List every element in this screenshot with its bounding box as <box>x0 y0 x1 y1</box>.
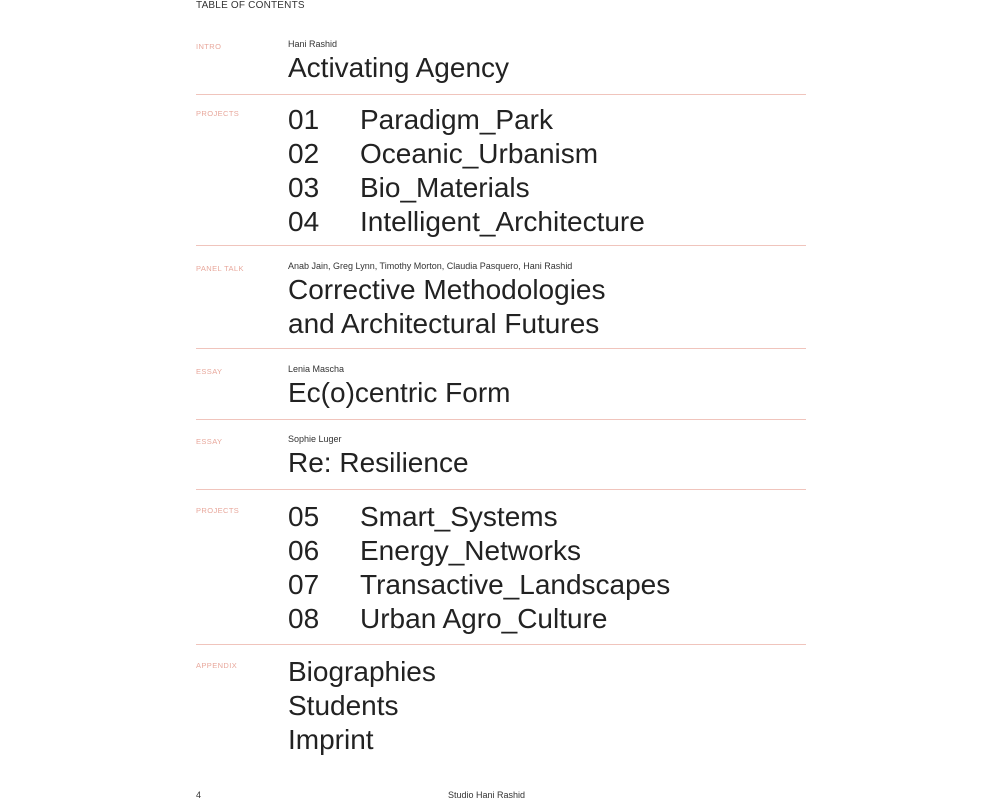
project-entry[interactable] <box>288 602 806 636</box>
project-name: Energy_Networks <box>360 535 581 566</box>
table-of-contents <box>196 38 806 757</box>
category-label: APPENDIX <box>196 661 238 670</box>
section-essay <box>196 349 806 420</box>
page-title: TABLE OF CONTENTS <box>196 0 305 11</box>
project-number: 03 <box>288 172 320 203</box>
project-entry[interactable] <box>288 137 806 171</box>
project-number: 01 <box>288 104 320 135</box>
project-name: Oceanic_Urbanism <box>360 138 599 169</box>
toc-entry-title[interactable]: and Architectural Futures <box>288 308 600 339</box>
author-line: Lenia Mascha <box>288 364 345 374</box>
project-number: 05 <box>288 501 320 532</box>
appendix-item[interactable]: Biographies <box>288 656 436 687</box>
project-number: 08 <box>288 603 320 634</box>
toc-entry-title[interactable]: Re: Resilience <box>288 447 469 478</box>
section-projects-1 <box>196 95 806 246</box>
author-line: Anab Jain, Greg Lynn, Timothy Morton, Claudia Pasquero, Hani Rashid <box>288 261 573 271</box>
project-name: Paradigm_Park <box>360 104 553 135</box>
project-entry[interactable] <box>288 568 806 602</box>
project-name: Urban Agro_Culture <box>360 603 608 634</box>
author-line: Sophie Luger <box>288 434 342 444</box>
page-number: 4 <box>196 790 202 800</box>
appendix-item[interactable]: Students <box>288 690 399 721</box>
category-label: INTRO <box>196 42 222 51</box>
project-entry[interactable] <box>288 500 806 534</box>
section-essay <box>196 420 806 490</box>
project-entry[interactable] <box>288 205 806 239</box>
project-name: Transactive_Landscapes <box>360 569 671 600</box>
category-label: ESSAY <box>196 367 223 376</box>
project-number: 06 <box>288 535 320 566</box>
project-entry[interactable] <box>288 171 806 205</box>
section-panel-talk <box>196 246 806 349</box>
project-name: Intelligent_Architecture <box>360 206 645 237</box>
section-projects-2 <box>196 490 806 645</box>
category-label: PROJECTS <box>196 109 240 118</box>
footer-studio-name: Studio Hani Rashid <box>448 790 526 800</box>
appendix-item[interactable]: Imprint <box>288 724 374 755</box>
project-entry[interactable] <box>288 103 806 137</box>
author-line: Hani Rashid <box>288 39 338 49</box>
section-intro <box>196 38 806 95</box>
project-name: Bio_Materials <box>360 172 530 203</box>
project-number: 02 <box>288 138 320 169</box>
project-number: 07 <box>288 569 320 600</box>
project-number: 04 <box>288 206 320 237</box>
project-entry[interactable] <box>288 534 806 568</box>
category-label: PROJECTS <box>196 506 240 515</box>
category-label: PANEL TALK <box>196 264 244 273</box>
toc-entry-title[interactable]: Corrective Methodologies <box>288 274 606 305</box>
toc-entry-title[interactable]: Ec(o)centric Form <box>288 377 511 408</box>
project-name: Smart_Systems <box>360 501 558 532</box>
toc-entry-title[interactable]: Activating Agency <box>288 52 510 83</box>
section-appendix <box>196 645 806 757</box>
category-label: ESSAY <box>196 437 223 446</box>
